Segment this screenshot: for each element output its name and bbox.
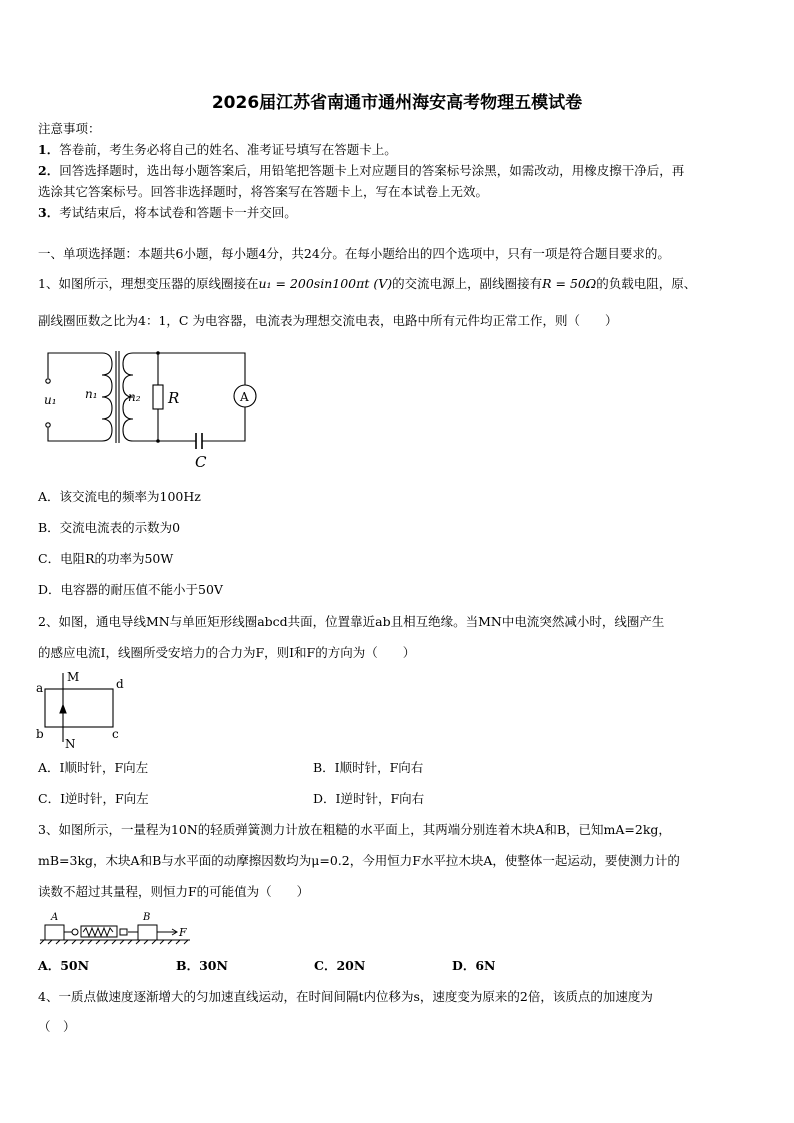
fig-label-n1: n₁ — [85, 387, 98, 401]
q1-text-a: 1、如图所示，理想变压器的原线圈接在 — [38, 276, 259, 291]
q1-formula: u₁ = 200sin100πt (V) — [258, 276, 393, 291]
fig-label-b: b — [36, 727, 44, 741]
q3-stem-line1: 3、如图所示，一量程为10N的轻质弹簧测力计放在粗糙的水平面上，其两端分别连着木块A和B，已知mA=2kg， — [38, 822, 671, 837]
note-2-text: 回答选择题时，选出每小题答案后，用铅笔把答题卡上对应题目的答案标号涂黑，如需改动，用橡皮擦干净后，再 — [59, 163, 685, 178]
fig-label-c: c — [112, 727, 119, 741]
fig-label-block-b: B — [143, 912, 151, 923]
note-2-num: 2． — [38, 163, 60, 178]
q2-option-c: C．I逆时针，F向左 — [38, 791, 149, 806]
fig-label-block-a: A — [51, 912, 59, 923]
fig-label-N: N — [65, 737, 76, 751]
q2-coil-figure — [36, 670, 131, 750]
q1-circuit-figure — [40, 345, 270, 470]
q2-stem-line1: 2、如图，通电导线MN与单匝矩形线圈abcd共面，位置靠近ab且相互绝缘。当MN中电流突然减小时，线圈产生 — [38, 614, 665, 629]
q1-formula-r: R = 50Ω — [542, 276, 597, 291]
fig-label-a: a — [36, 681, 44, 695]
note-3-num: 3． — [38, 205, 60, 220]
q4-stem-line1: 4、一质点做速度逐渐增大的匀加速直线运动，在时间间隔t内位移为s，速度变为原来的2倍，该质点的加速度为 — [38, 989, 653, 1004]
fig-label-force: F — [179, 926, 187, 939]
q4-stem-line2: （ ） — [38, 1019, 76, 1034]
q1-option-a: A．该交流电的频率为100Hz — [38, 489, 201, 504]
q2-stem-line2: 的感应电流I，线圈所受安培力的合力为F，则I和F的方向为（ ） — [38, 645, 416, 660]
q1-stem-line1 — [38, 276, 696, 292]
fig-label-ammeter: A — [240, 390, 249, 404]
note-1 — [38, 142, 397, 158]
q2-option-d: D．I逆时针，F向右 — [313, 791, 425, 806]
fig-label-n2: n₂ — [128, 390, 141, 404]
q1-stem-line2: 副线圈匝数之比为4：1，C 为电容器，电流表为理想交流电表，电路中所有元件均正常工作，则（ ） — [38, 313, 618, 328]
fig-label-R: R — [168, 389, 180, 407]
note-1-num: 1． — [38, 142, 60, 157]
page-title: 2026届江苏省南通市通州海安高考物理五模试卷 — [211, 93, 583, 113]
note-3-text: 考试结束后，将本试卷和答题卡一并交回。 — [59, 205, 297, 220]
fig-label-d: d — [116, 677, 124, 691]
q3-option-c: C．20N — [314, 958, 366, 973]
q3-spring-figure — [40, 908, 200, 944]
q2-option-b: B．I顺时针，F向右 — [313, 760, 424, 775]
q1-text-c: 的负载电阻，原、 — [596, 276, 697, 291]
fig-label-M: M — [67, 670, 80, 684]
q2-option-a: A．I顺时针，F向左 — [38, 760, 149, 775]
note-3 — [38, 205, 297, 221]
q1-text-b: 的交流电源上，副线圈接有 — [392, 276, 543, 291]
q1-option-c: C．电阻R的功率为50W — [38, 551, 174, 566]
q1-option-b: B．交流电流表的示数为0 — [38, 520, 181, 535]
fig-label-C: C — [195, 453, 207, 471]
fig-label-u1: u₁ — [44, 393, 57, 407]
q3-option-d: D．6N — [452, 958, 496, 973]
q3-stem-line3: 读数不超过其量程，则恒力F的可能值为（ ） — [38, 884, 310, 899]
q1-option-d: D．电容器的耐压值不能小于50V — [38, 582, 223, 597]
q3-stem-line2: mB=3kg，木块A和B与水平面的动摩擦因数均为μ=0.2，今用恒力F水平拉木块A，使整体一起运动，要使测力计的 — [38, 853, 680, 868]
section-heading: 一、单项选择题：本题共6小题，每小题4分，共24分。在每小题给出的四个选项中，只有一项是符合题目要求的。 — [38, 246, 670, 261]
q3-option-a: A．50N — [38, 958, 90, 973]
q3-option-b: B．30N — [176, 958, 228, 973]
note-2 — [38, 163, 684, 179]
notes-heading: 注意事项： — [38, 121, 101, 136]
note-2-cont: 选涂其它答案标号。回答非选择题时，将答案写在答题卡上，写在本试卷上无效。 — [38, 184, 489, 199]
note-1-text: 答卷前，考生务必将自己的姓名、准考证号填写在答题卡上。 — [59, 142, 397, 157]
